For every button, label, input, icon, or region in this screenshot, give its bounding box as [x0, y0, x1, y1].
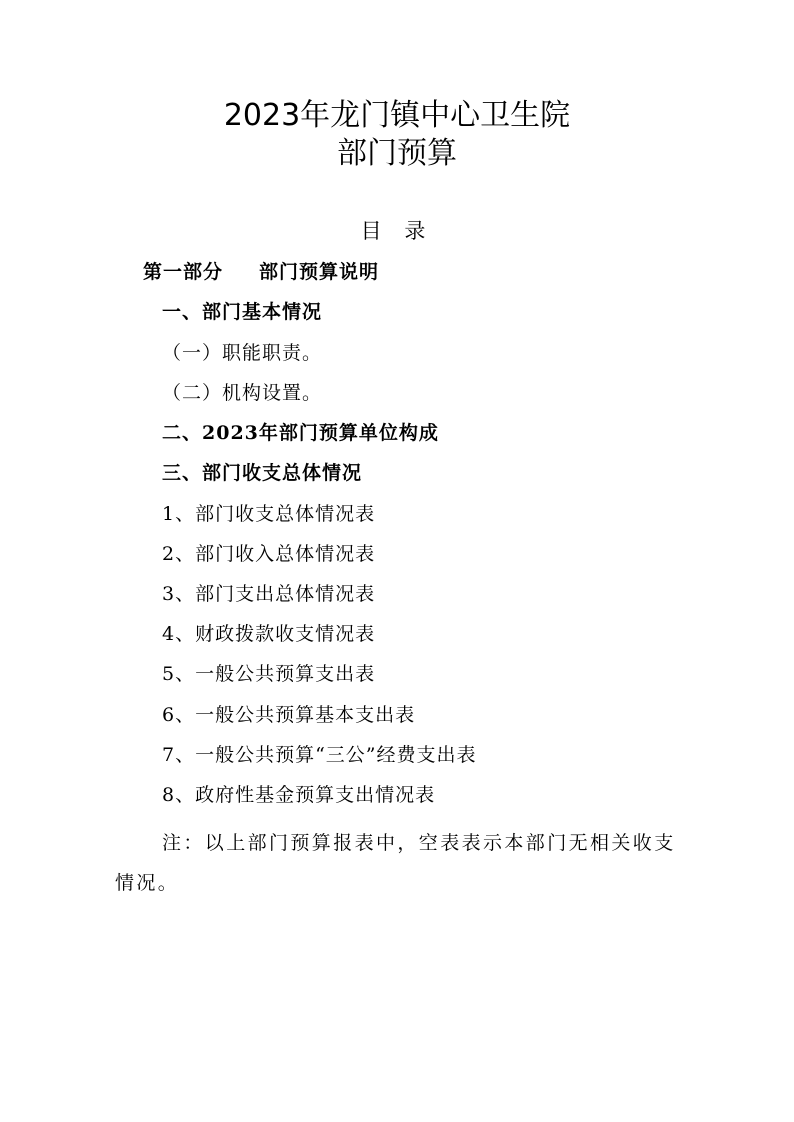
toc-section-1: 一、部门基本情况 [162, 301, 323, 323]
part-title: 部门预算说明 [259, 261, 380, 283]
toc-section-3: 三、部门收支总体情况 [162, 462, 363, 484]
toc-item: 2、部门收入总体情况表 [162, 543, 376, 565]
toc-part-one [143, 260, 379, 284]
toc-item: 5、一般公共预算支出表 [162, 663, 376, 685]
toc-section-1-sub-2: （二）机构设置。 [162, 382, 323, 404]
toc-item: 6、一般公共预算基本支出表 [162, 704, 416, 726]
toc-section-2: 二、2023年部门预算单位构成 [162, 422, 439, 444]
toc-item: 4、财政拨款收支情况表 [162, 623, 376, 645]
toc-item: 3、部门支出总体情况表 [162, 583, 376, 605]
toc-heading: 目 录 [360, 219, 434, 243]
part-label: 第一部分 [143, 261, 224, 283]
toc-note: 注：以上部门预算报表中，空表表示本部门无相关收支情况。 [115, 832, 676, 894]
toc-item: 7、一般公共预算“三公”经费支出表 [162, 744, 477, 766]
document-title-line2: 部门预算 [337, 136, 457, 171]
toc-item: 8、政府性基金预算支出情况表 [162, 784, 436, 806]
toc-section-1-sub-1: （一）职能职责。 [162, 342, 323, 364]
document-title-line1: 2023年龙门镇中心卫生院 [223, 98, 571, 133]
toc-item: 1、部门收支总体情况表 [162, 503, 376, 525]
